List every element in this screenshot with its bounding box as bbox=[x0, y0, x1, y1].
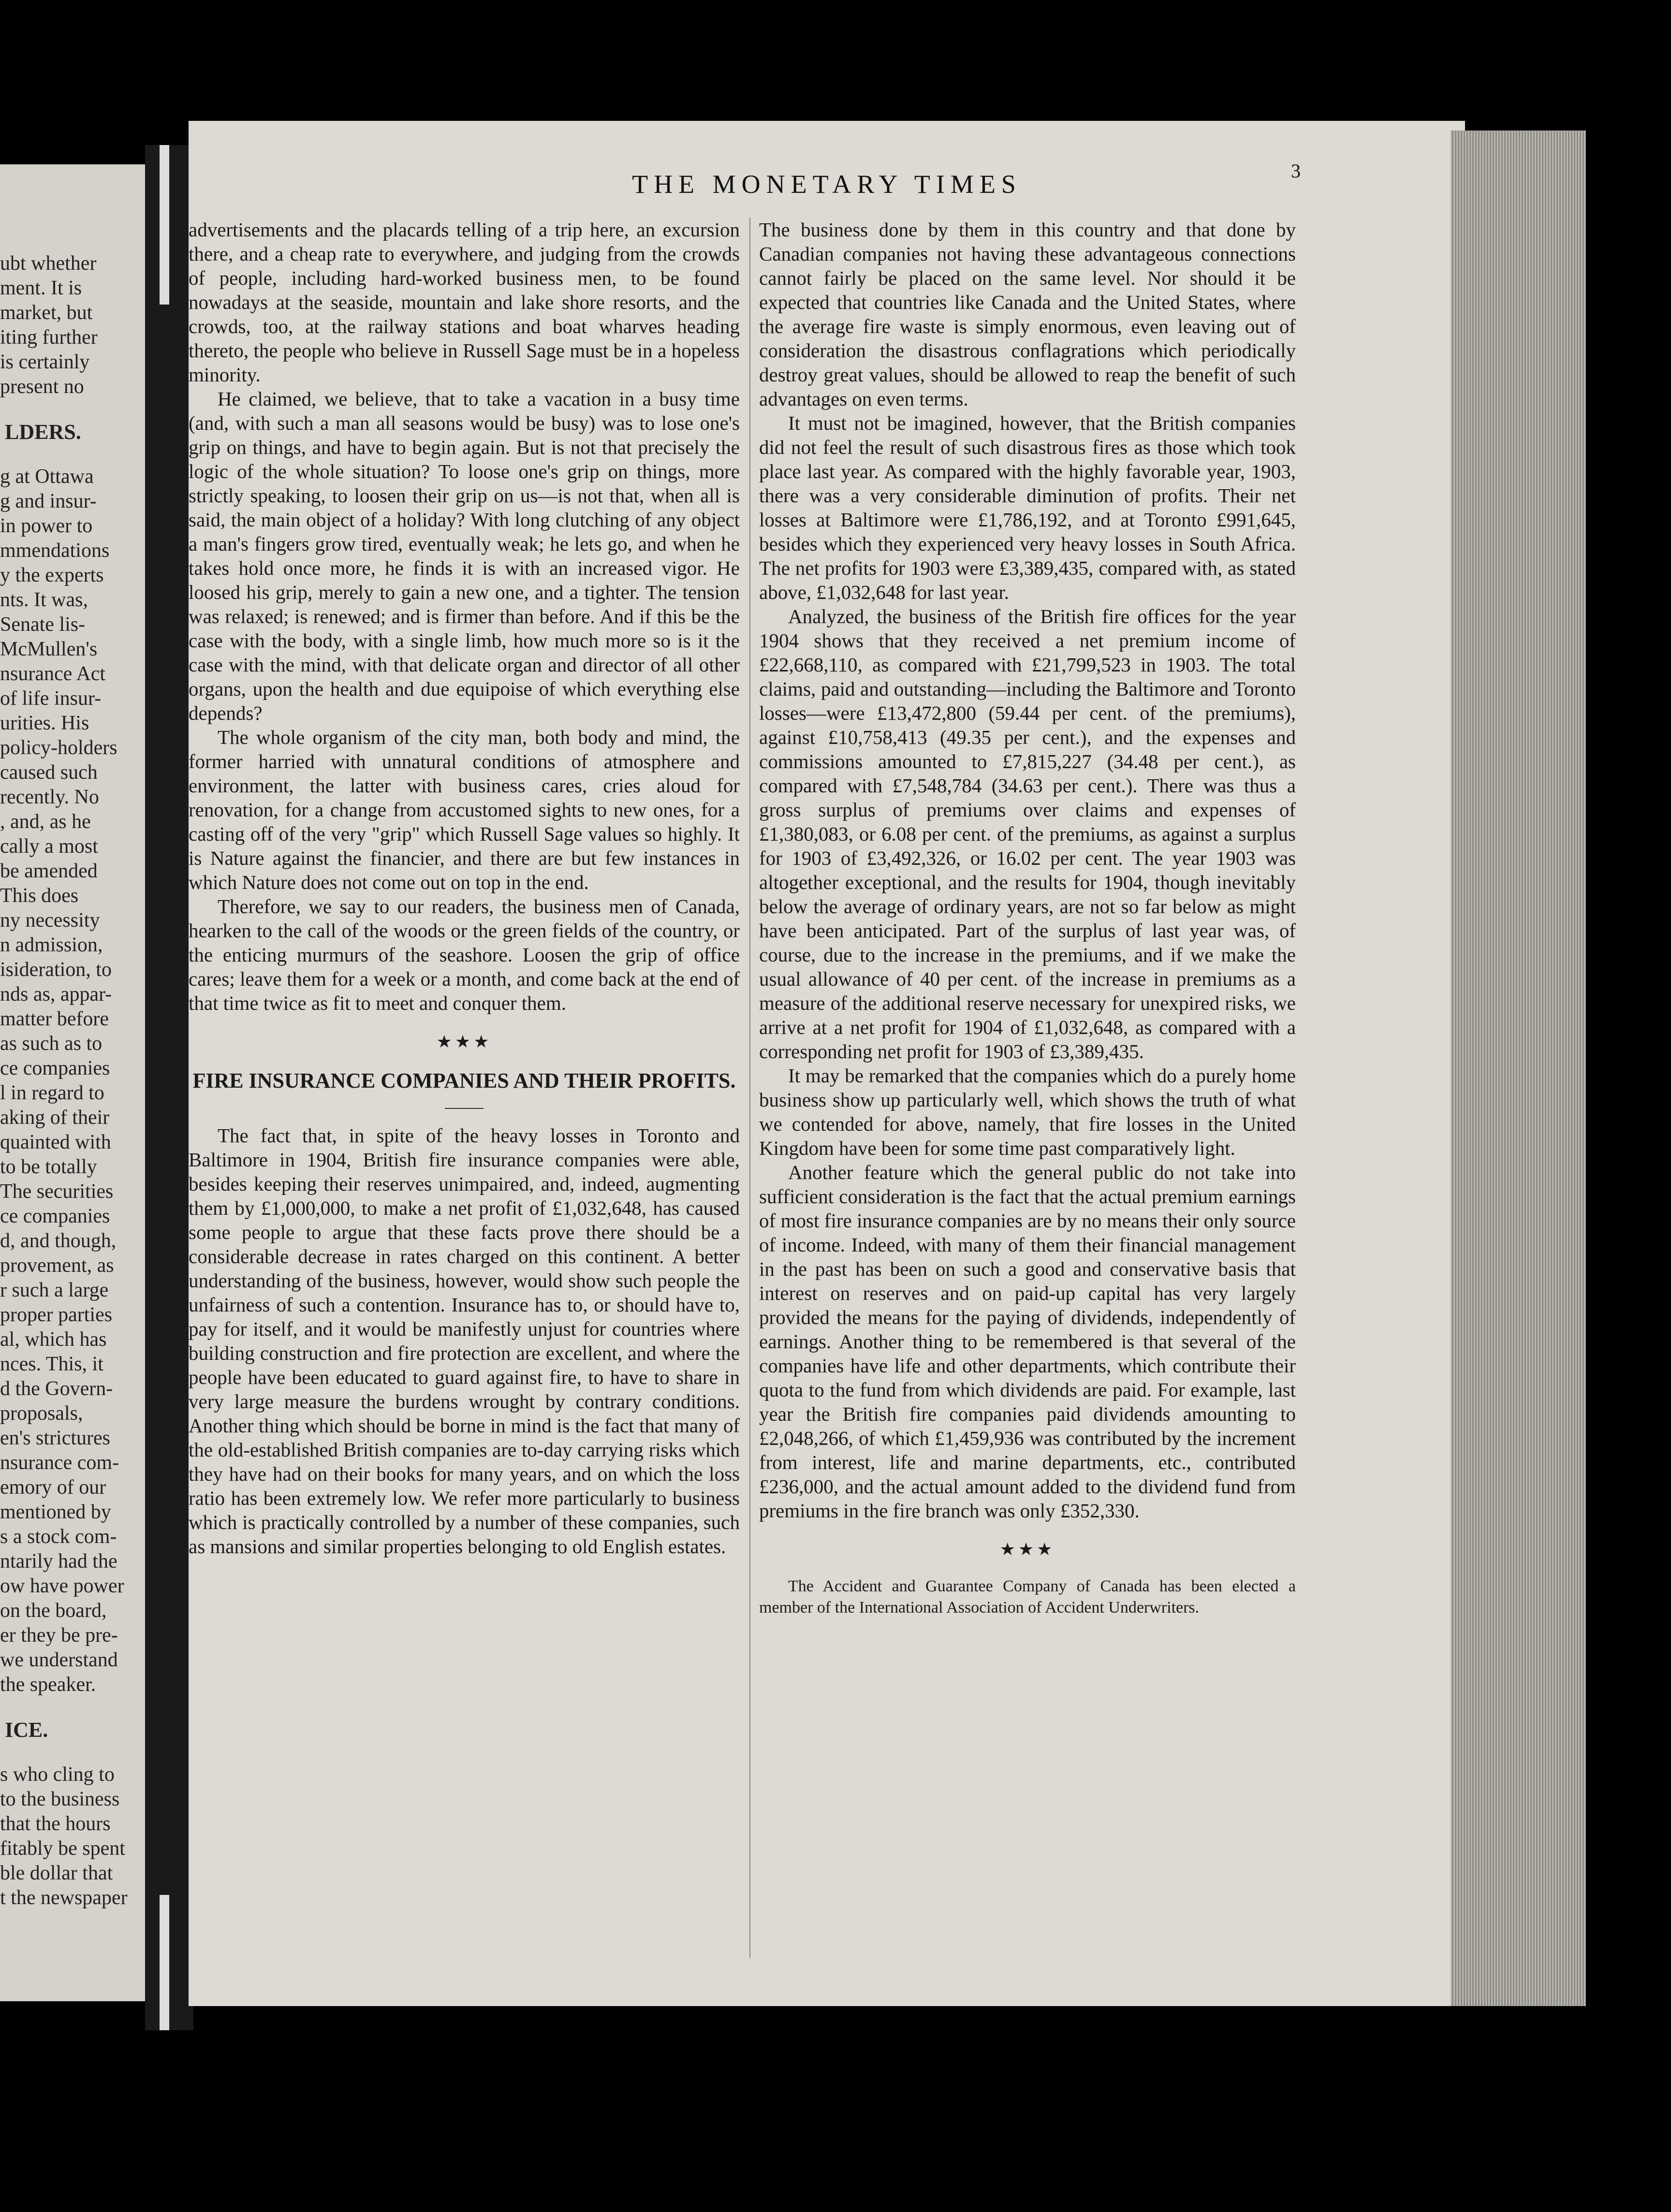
column-divider bbox=[749, 218, 750, 1958]
left-page-line: ubt whether bbox=[0, 252, 97, 275]
left-page-line: urities. His bbox=[0, 712, 89, 734]
binding-clip-top bbox=[160, 145, 169, 305]
left-page-line: Senate lis- bbox=[0, 613, 86, 636]
paragraph: It must not be imagined, however, that the British companies did not feel the result of such disastrous fires as those which took place last year. As compared with the highly favorable year, 1903, there was a very considerable diminution of profits. Their net losses at Baltimore were £1,786,192, and at Toronto £991,645, besides which they experienced very heavy losses in South Africa. The net profits for 1903 were £3,389,435, compared with, as stated above, £1,032,648 for last year. bbox=[759, 412, 1296, 603]
left-page-line: present no bbox=[0, 376, 84, 398]
left-page-line: that the hours bbox=[0, 1813, 111, 1835]
left-page-line: r such a large bbox=[0, 1279, 109, 1301]
left-page-line: al, which has bbox=[0, 1328, 107, 1351]
running-head: THE MONETARY TIMES bbox=[632, 170, 1022, 199]
left-page-line: caused such bbox=[0, 761, 98, 784]
left-page-line: nds as, appar- bbox=[0, 983, 112, 1005]
left-page-line: cally a most bbox=[0, 835, 98, 858]
left-page-line: be amended bbox=[0, 860, 98, 882]
left-page-line: fitably be spent bbox=[0, 1837, 125, 1860]
left-page-line: we understand bbox=[0, 1649, 118, 1671]
left-page-line: , and, as he bbox=[0, 811, 91, 833]
left-page-line: ny necessity bbox=[0, 909, 100, 931]
title-rule bbox=[445, 1108, 484, 1109]
left-page-line: en's strictures bbox=[0, 1427, 111, 1449]
article-title: FIRE INSURANCE COMPANIES AND THEIR PROFITS. bbox=[192, 1069, 736, 1092]
left-page-line: quainted with bbox=[0, 1131, 111, 1153]
left-page-line: d, and though, bbox=[0, 1230, 117, 1252]
left-page-line: ce companies bbox=[0, 1057, 110, 1079]
news-note: The Accident and Guarantee Company of Canada has been elected a member of the International Association of Accident Underwriters. bbox=[759, 1577, 1296, 1616]
left-page-line: market, but bbox=[0, 302, 93, 324]
binding-clip-bottom bbox=[160, 1895, 169, 2030]
left-page-line: d the Govern- bbox=[0, 1378, 113, 1400]
paragraph: The whole organism of the city man, both body and mind, the former harried with unnatural conditions of atmosphere and environment, the latter with business cares, cries aloud for renovation, for a change from accustomed sights to new ones, for a casting off of the very "grip" which Russell Sage values so highly. It is Nature against the financier, and there are but few instances in which Nature does not come out on top in the end. bbox=[189, 726, 740, 893]
left-page-line: policy-holders bbox=[0, 737, 117, 759]
page-number: 3 bbox=[1291, 160, 1301, 182]
left-page-line: mmendations bbox=[0, 539, 110, 562]
paragraph: He claimed, we believe, that to take a vacation in a busy time (and, with such a man all seasons would be busy) was to lose one's grip on things, and have to begin again. But is not that precisely the logic of the whole situation? To loose one's grip on things, more strictly speaking, to loosen their grip on us—is not that, when all is said, the main object of a holiday? With long clutching of any object a man's fingers grow tired, eventually weak; he lets go, and when he takes hold once more, he finds it is with an increased vigor. He loosed his grip, merely to gain a new one, and a tighter. The tension was relaxed; is renewed; and is firmer than before. And if this be the case with the body, with a single limb, how much more so is it the case with the mind, with that delicate organ and director of all other organs, upon the health and due equipoise of which everything else depends? bbox=[189, 388, 740, 724]
left-page-line: ntarily had the bbox=[0, 1550, 117, 1572]
page-edges bbox=[1451, 131, 1586, 2006]
left-page-line: y the experts bbox=[0, 564, 104, 586]
left-page-line: emory of our bbox=[0, 1476, 106, 1499]
left-page-fragment bbox=[0, 164, 145, 2001]
left-page-line: isideration, to bbox=[0, 959, 112, 981]
left-page-line: n admission, bbox=[0, 934, 103, 956]
paragraph: Analyzed, the business of the British fire offices for the year 1904 shows that they received a net premium income of £22,668,110, as compared with £21,799,523 in 1903. The total claims, paid and outstanding—including the Baltimore and Toronto losses—were £13,472,800 (59.44 per cent. of the premiums), against £10,758,413 (49.35 per cent.), and the expenses and commissions amounted to £7,815,227 (34.48 per cent.), as compared with £7,548,784 (34.63 per cent.). There was thus a gross surplus of premiums over claims and expenses of £1,380,083, or 6.08 per cent. of the premiums, as against a surplus for 1903 of £3,492,326, or 16.02 per cent. The year 1903 was altogether exceptional, and the results for 1904, though inevitably below the average of ordinary years, are not so far below as might have been anticipated. Part of the surplus of last year was, of course, due to the increase in the premiums, and if we make the usual allowance of 40 per cent. of the increase in premiums as a measure of the additional reserve necessary for unexpired risks, we arrive at a net profit for 1904 of £1,032,648, as compared with a corresponding net profit for 1903 of £3,389,435. bbox=[759, 605, 1296, 1062]
left-page-line: This does bbox=[0, 885, 79, 907]
left-page-line: proper parties bbox=[0, 1304, 113, 1326]
left-page-line: aking of their bbox=[0, 1106, 110, 1129]
left-page-line: matter before bbox=[0, 1008, 109, 1030]
left-page-line: l in regard to bbox=[0, 1082, 104, 1104]
main-page bbox=[189, 121, 1465, 2006]
left-page-line: t the newspaper bbox=[0, 1887, 128, 1909]
left-page-line: to be totally bbox=[0, 1156, 97, 1178]
paragraph: Another feature which the general public do not take into sufficient consideration is the fact that the actual premium earnings of most fire insurance companies are by no means their only source of income. Indeed, with many of them their financial management in the past has been on such a good and conservative basis that interest on reserves and on paid-up capital has very largely provided the means for the paying of dividends, independently of earnings. Another thing to be remembered is that several of the companies have life and other departments, which contribute their quota to the fund from which dividends are paid. For example, last year the British fire companies paid dividends amounting to £2,048,266, of which £1,459,936 was contributed by the increment from interest, life and marine departments, etc., contributed £236,000, and the actual amount added to the dividend fund from premiums in the fire branch was only £352,330. bbox=[759, 1161, 1296, 1522]
left-page-line: s who cling to bbox=[0, 1763, 115, 1786]
left-page-line: is certainly bbox=[0, 351, 90, 373]
left-page-line: in power to bbox=[0, 515, 93, 537]
paragraph: Therefore, we say to our readers, the business men of Canada, hearken to the call of the woods or the green fields of the country, or the enticing murmurs of the seashore. Loosen the grip of office cares; leave them for a week or a month, and come back at the end of that time twice as fit to meet and conquer them. bbox=[189, 895, 740, 1014]
left-page-line: nsurance com- bbox=[0, 1452, 119, 1474]
left-page-line: to the business bbox=[0, 1788, 120, 1810]
left-page-line: ow have power bbox=[0, 1575, 124, 1597]
column-1 bbox=[189, 218, 740, 1558]
left-page-line: McMullen's bbox=[0, 638, 98, 660]
left-page-line: provement, as bbox=[0, 1254, 114, 1277]
left-page-line: er they be pre- bbox=[0, 1624, 118, 1646]
left-page-heading: ICE. bbox=[5, 1718, 48, 1742]
left-page-line: nsurance Act bbox=[0, 663, 106, 685]
column-2 bbox=[759, 218, 1296, 1618]
left-page-line: of life insur- bbox=[0, 687, 102, 710]
left-page-line: nces. This, it bbox=[0, 1353, 103, 1375]
left-page-line: g at Ottawa bbox=[0, 466, 94, 488]
section-separator: ★★★ bbox=[436, 1032, 492, 1051]
book-binding bbox=[145, 145, 193, 2030]
left-page-line: ce companies bbox=[0, 1205, 110, 1227]
paragraph: The business done by them in this country and that done by Canadian companies not having these advantageous connections cannot fairly be placed on the same level. Nor should it be expected that countries like Canada and the United States, where the average fire waste is simply enormous, even leaving out of consideration the disastrous conflagrations which periodically destroy great values, should be allowed to reap the benefit of such advantages on even terms. bbox=[759, 218, 1296, 410]
left-page-column bbox=[0, 251, 131, 1910]
left-page-line: recently. No bbox=[0, 786, 99, 808]
left-page-heading: LDERS. bbox=[5, 420, 81, 444]
left-page-line: The securities bbox=[0, 1180, 114, 1203]
paragraph: The fact that, in spite of the heavy losses in Toronto and Baltimore in 1904, British fire insurance companies were able, besides keeping their reserves unimpaired, and, indeed, augmenting them by £1,000,000, to make a net profit of £1,032,648, has caused some people to argue that these facts prove there should be a considerable decrease in rates charged on this continent. A better understanding of the business, however, would show such people the unfairness of such a contention. Insurance has to, or should have to, pay for itself, and it would be manifestly unjust for countries where building construction and fire protection are excellent, and where the people have been educated to guard against fire, to have to share in very large measure the burdens wrought by contrary conditions. Another thing which should be borne in mind is the fact that many of the old-established British companies are to-day carrying risks which they have had on their books for many years, and on which the loss ratio has been extremely low. We refer more particularly to business which is practically controlled by a number of these companies, such as mansions and similar properties belonging to old English estates. bbox=[189, 1124, 740, 1557]
left-page-line: ble dollar that bbox=[0, 1862, 113, 1884]
left-page-line: s a stock com- bbox=[0, 1526, 117, 1548]
left-page-line: nts. It was, bbox=[0, 589, 88, 611]
left-page-line: g and insur- bbox=[0, 490, 97, 512]
left-page-line: the speaker. bbox=[0, 1674, 96, 1696]
paragraph: advertisements and the placards telling of a trip here, an excursion there, and a cheap rate to everywhere, and judging from the crowds of people, including hard-worked business men, to be found nowadays at the seaside, mountain and lake shore resorts, and the crowds, too, at the railway stations and boat wharves heading thereto, the people who believe in Russell Sage must be in a hopeless minority. bbox=[189, 218, 740, 386]
left-page-line: on the board, bbox=[0, 1600, 107, 1622]
paragraph: It may be remarked that the companies which do a purely home business show up particularly well, which shows the truth of what we contended for above, namely, that fire losses in the United Kingdom have been for some time past comparatively light. bbox=[759, 1064, 1296, 1159]
left-page-line: proposals, bbox=[0, 1402, 83, 1425]
left-page-line: ment. It is bbox=[0, 277, 82, 299]
left-page-line: iting further bbox=[0, 326, 98, 349]
left-page-line: as such as to bbox=[0, 1033, 103, 1055]
section-separator: ★★★ bbox=[999, 1540, 1055, 1559]
left-page-line: mentioned by bbox=[0, 1501, 111, 1523]
